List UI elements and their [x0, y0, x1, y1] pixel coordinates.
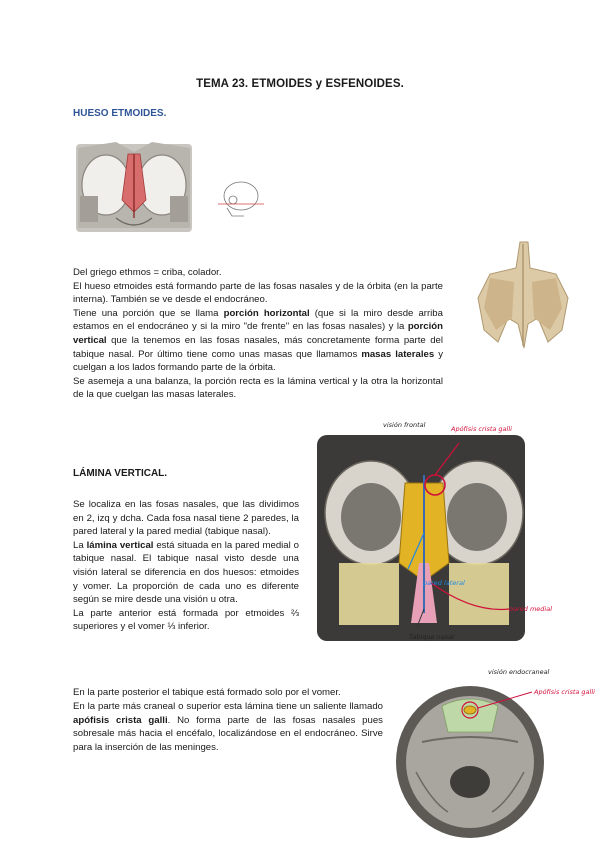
- etmoides-intro: [73, 266, 443, 402]
- text-run: y cuelgan a los lados formando parte de la órbita.: [73, 348, 443, 374]
- skull-icon: [218, 182, 264, 216]
- lamina-vertical-intro: [73, 498, 299, 634]
- paragraph: En la parte posterior el tabique está formado solo por el vomer.: [73, 687, 341, 698]
- frontal-view-annotated-figure: [313, 413, 585, 657]
- paragraph: Del griego ethmos = criba, colador.: [73, 267, 222, 278]
- label-vision-endocraneal: visión endocraneal: [488, 668, 550, 676]
- endocranial-view-figure: [392, 662, 595, 842]
- term-porcion-horizontal: porción horizontal: [223, 307, 310, 319]
- lamina-vertical-posterior: [73, 686, 385, 700]
- section-heading-etmoides: HUESO ETMOIDES.: [73, 108, 167, 119]
- label-pared-medial: pared medial: [509, 605, 553, 613]
- term-masas-laterales: masas laterales: [361, 348, 435, 360]
- paragraph: Se localiza en las fosas nasales, que las dividimos en 2, izq y dcha. Cada fosa nasal tiene 2 paredes, la pared lateral y la pared medial (tabique nasal).: [73, 499, 299, 538]
- term-apofisis-crista-galli: apófisis crista galli: [73, 714, 168, 726]
- section-heading-lamina-vertical: LÁMINA VERTICAL.: [73, 468, 168, 479]
- label-apofisis-crista-galli-2: Apófisis crista galli: [534, 688, 595, 696]
- term-lamina-vertical: lámina vertical: [86, 539, 154, 551]
- text-run: La: [73, 539, 87, 551]
- text-run: . No forma parte de las fosas nasales pues sobresale más hacia el encéfalo, localizándose en el endocráneo. Sirve para la inserción de las meninges.: [73, 714, 383, 753]
- paragraph: El hueso etmoides está formando parte de las fosas nasales y de la órbita (en la parte interna). También se ve desde el endocráneo.: [73, 280, 443, 306]
- text-run: (que si la miro desde arriba estamos en el endocráneo y si la miro "de frente" en las fosas nasales) y la: [73, 307, 443, 333]
- paragraph: [73, 700, 383, 754]
- label-tabique-nasal: Tabique nasal: [409, 633, 454, 641]
- paragraph: [73, 539, 299, 607]
- text-run: está situada en la pared medial o tabique nasal. El tabique nasal visto desde una visión lateral se diferencia en dos huesos: etmoides y vomer. La proporción de cada uno es diferente según se mire desde una visión u otra.: [73, 539, 299, 606]
- label-apofisis-crista-galli: Apófisis crista galli: [451, 425, 512, 433]
- paragraph: Se asemeja a una balanza, la porción recta es la lámina vertical y la otra la horizontal de la que cuelgan las masas laterales.: [73, 375, 443, 401]
- page-title: TEMA 23. ETMOIDES y ESFENOIDES.: [196, 78, 404, 90]
- crista-galli-paragraph: [73, 700, 383, 754]
- text-run: Tiene una porción que se llama: [73, 307, 224, 319]
- text-run: En la parte más craneal o superior esta lámina tiene un saliente llamado: [73, 701, 383, 712]
- text-run: que la tenemos en las fosas nasales, más concretamente forma parte del tabique nasal. Por último tiene como unas masas que llamamos: [73, 334, 443, 360]
- term-porcion-vertical: porción vertical: [73, 321, 443, 346]
- label-vision-frontal: visión frontal: [383, 421, 426, 429]
- frontal-section-figure: [76, 140, 266, 238]
- ethmoid-bone-figure: [468, 238, 578, 350]
- paragraph: La parte anterior está formada por etmoides ⅔ superiores y el vomer ⅓ inferior.: [73, 607, 299, 633]
- label-pared-lateral: pared lateral: [423, 579, 465, 587]
- paragraph: [73, 307, 443, 375]
